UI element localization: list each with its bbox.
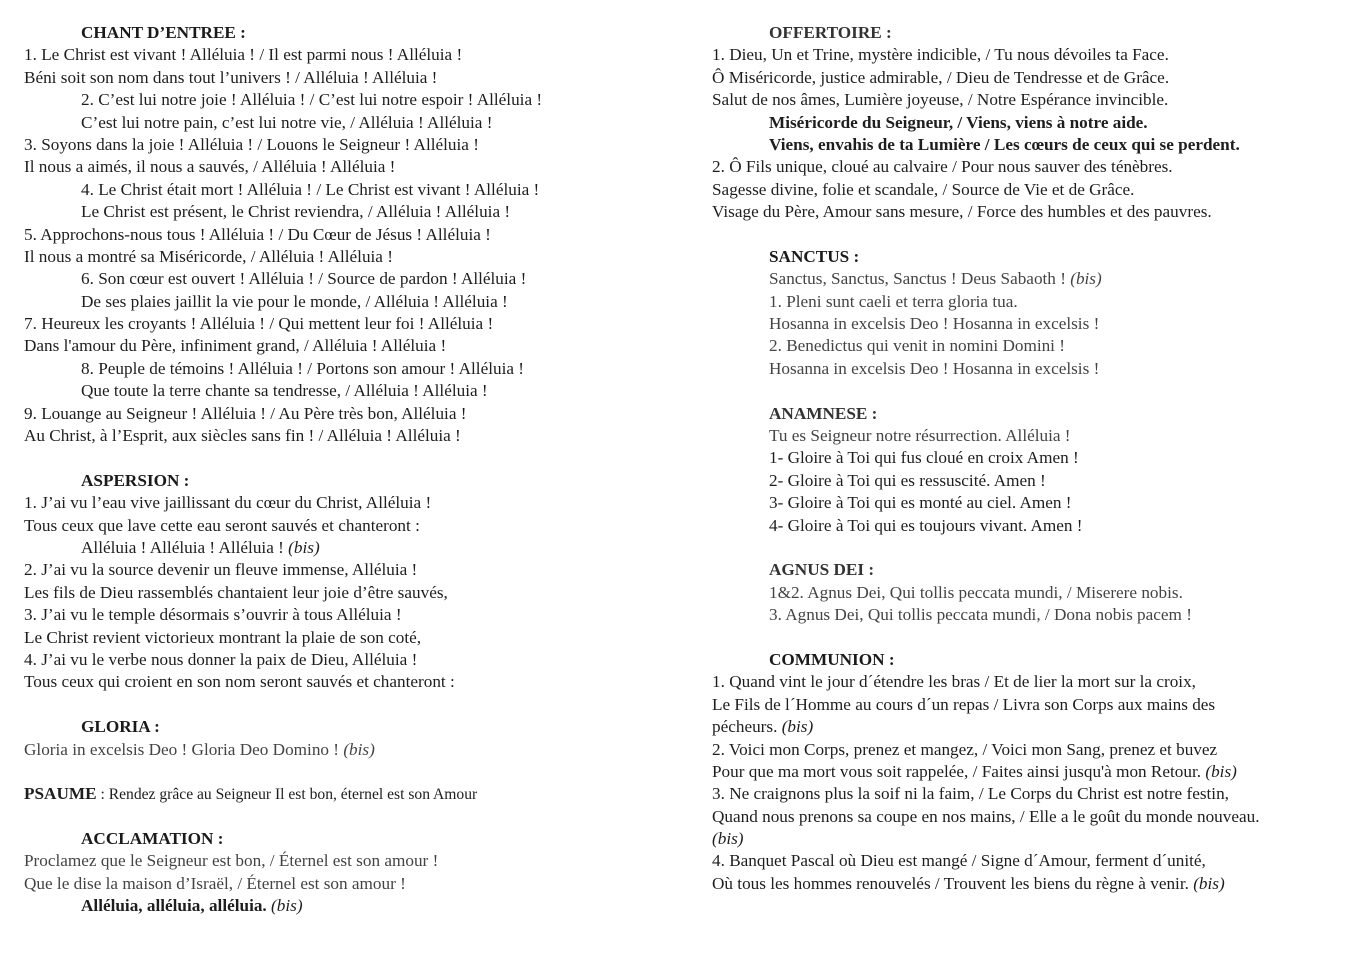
verse-line: 1. Le Christ est vivant ! Alléluia ! / Il est parmi nous ! Alléluia ! <box>24 45 463 65</box>
verse-line: 2. C’est lui notre joie ! Alléluia ! / C’est lui notre espoir ! Alléluia ! <box>81 90 543 110</box>
verse-line: Que toute la terre chante sa tendresse, / Alléluia ! Alléluia ! <box>81 381 488 401</box>
verse-text: pécheurs. <box>712 717 782 737</box>
section-title-agnus-dei: AGNUS DEI : <box>769 560 875 580</box>
right-column <box>712 22 1352 895</box>
verse-line: 1- Gloire à Toi qui fus cloué en croix Amen ! <box>769 448 1079 468</box>
verse-line: 6. Son cœur est ouvert ! Alléluia ! / Source de pardon ! Alléluia ! <box>81 269 527 289</box>
verse-line: 3. Ne craignons plus la soif ni la faim, / Le Corps du Christ est notre festin, <box>712 784 1229 804</box>
verse-line: Il nous a aimés, il nous a sauvés, / Alléluia ! Alléluia ! <box>24 157 396 177</box>
verse-line: Visage du Père, Amour sans mesure, / Force des humbles et des pauvres. <box>712 202 1212 222</box>
refrain-line: Viens, envahis de ta Lumière / Les cœurs de ceux qui se perdent. <box>769 134 1240 154</box>
section-title-psaume: PSAUME <box>24 784 97 804</box>
verse-line: 2. Ô Fils unique, cloué au calvaire / Pour nous sauver des ténèbres. <box>712 157 1173 177</box>
sanctus-first-line <box>712 268 1352 290</box>
section-title-sanctus: SANCTUS : <box>769 246 860 266</box>
verse-line: Le Christ revient victorieux montrant la plaie de son coté, <box>24 627 422 647</box>
verse-line: 4. Banquet Pascal où Dieu est mangé / Signe d´Amour, ferment d´unité, <box>712 851 1206 871</box>
gloria-line <box>24 739 664 761</box>
verse-line: Ô Miséricorde, justice admirable, / Dieu de Tendresse et de Grâce. <box>712 67 1170 87</box>
spacer <box>712 380 1352 402</box>
spacer <box>712 537 1352 559</box>
verse-line: Tous ceux que lave cette eau seront sauvés et chanteront : <box>24 515 420 535</box>
verse-line: Il nous a montré sa Miséricorde, / Alléluia ! Alléluia ! <box>24 246 393 266</box>
verse-line-with-bis <box>712 873 1352 895</box>
verse-line: Tous ceux qui croient en son nom seront sauvés et chanteront : <box>24 672 455 692</box>
bis-marker: (bis) <box>343 739 375 759</box>
psaume-line <box>24 783 664 805</box>
verse-line: Proclamez que le Seigneur est bon, / Éternel est son amour ! <box>24 851 439 871</box>
left-column <box>24 22 664 918</box>
verse-line: Hosanna in excelsis Deo ! Hosanna in excelsis ! <box>769 314 1100 334</box>
verse-line-with-bis <box>712 716 1352 738</box>
refrain-text: Alléluia, alléluia, alléluia. <box>81 896 272 916</box>
verse-line: 2- Gloire à Toi qui es ressuscité. Amen ! <box>769 470 1046 490</box>
verse-line: Le Christ est présent, le Christ reviendra, / Alléluia ! Alléluia ! <box>81 202 511 222</box>
verse-line: Quand nous prenons sa coupe en nos mains, / Elle a le goût du monde nouveau. <box>712 806 1260 826</box>
verse-line: 1. J’ai vu l’eau vive jaillissant du cœur du Christ, Alléluia ! <box>24 493 432 513</box>
verse-line: 3. J’ai vu le temple désormais s’ouvrir à tous Alléluia ! <box>24 605 402 625</box>
verse-line: 1. Pleni sunt caeli et terra gloria tua. <box>769 291 1018 311</box>
verse-line: Hosanna in excelsis Deo ! Hosanna in excelsis ! <box>769 358 1100 378</box>
verse-line: Que le dise la maison d’Israël, / Éternel est son amour ! <box>24 873 406 893</box>
section-title-communion: COMMUNION : <box>769 649 895 669</box>
section-title-chant-entree: CHANT D’ENTREE : <box>81 23 246 42</box>
refrain-line <box>24 895 664 917</box>
verse-line: 5. Approchons-nous tous ! Alléluia ! / Du Cœur de Jésus ! Alléluia ! <box>24 224 491 244</box>
verse-line: 3. Agnus Dei, Qui tollis peccata mundi, / Dona nobis pacem ! <box>769 605 1192 625</box>
section-title-acclamation: ACCLAMATION : <box>81 829 224 849</box>
bis-marker: (bis) <box>781 717 814 737</box>
verse-line: De ses plaies jaillit la vie pour le monde, / Alléluia ! Alléluia ! <box>81 291 508 311</box>
verse-line: Les fils de Dieu rassemblés chantaient leur joie d’être sauvés, <box>24 582 448 602</box>
spacer <box>24 447 664 469</box>
verse-line: C’est lui notre pain, c’est lui notre vie, / Alléluia ! Alléluia ! <box>81 112 493 132</box>
verse-line: 9. Louange au Seigneur ! Alléluia ! / Au Père très bon, Alléluia ! <box>24 403 467 423</box>
spacer <box>24 761 664 783</box>
verse-line: Tu es Seigneur notre résurrection. Alléluia ! <box>769 426 1071 446</box>
verse-line: Dans l'amour du Père, infiniment grand, / Alléluia ! Alléluia ! <box>24 336 447 356</box>
psaume-text: : Rendez grâce au Seigneur Il est bon, éternel est son Amour <box>96 786 478 804</box>
bis-marker: (bis) <box>1205 761 1237 781</box>
verse-line: Au Christ, à l’Esprit, aux siècles sans fin ! / Alléluia ! Alléluia ! <box>24 426 461 446</box>
verse-line: 4. J’ai vu le verbe nous donner la paix de Dieu, Alléluia ! <box>24 649 418 669</box>
verse-line: Le Fils de l´Homme au cours d´un repas / Livra son Corps aux mains des <box>712 694 1216 714</box>
verse-text: Où tous les hommes renouvelés / Trouvent les biens du règne à venir. <box>712 873 1194 893</box>
verse-line: 3- Gloire à Toi qui es monté au ciel. Amen ! <box>769 493 1072 513</box>
bis-marker: (bis) <box>288 537 320 557</box>
verse-line: 2. Benedictus qui venit in nomini Domini ! <box>769 336 1065 356</box>
verse-line: 4- Gloire à Toi qui es toujours vivant. Amen ! <box>769 515 1083 535</box>
verse-line: Salut de nos âmes, Lumière joyeuse, / Notre Espérance invincible. <box>712 90 1169 110</box>
verse-line: Béni soit son nom dans tout l’univers ! / Alléluia ! Alléluia ! <box>24 67 438 87</box>
verse-text: Pour que ma mort vous soit rappelée, / Faites ainsi jusqu'à mon Retour. <box>712 761 1206 781</box>
refrain-line <box>24 537 664 559</box>
sanctus-text: Sanctus, Sanctus, Sanctus ! Deus Sabaoth ! <box>769 269 1071 289</box>
section-title-offertoire: OFFERTOIRE : <box>769 23 892 42</box>
verse-line: 2. J’ai vu la source devenir un fleuve immense, Alléluia ! <box>24 560 418 580</box>
verse-line: 7. Heureux les croyants ! Alléluia ! / Qui mettent leur foi ! Alléluia ! <box>24 314 494 334</box>
bis-marker: (bis) <box>271 896 303 916</box>
refrain-line: Miséricorde du Seigneur, / Viens, viens à notre aide. <box>769 112 1148 132</box>
spacer <box>24 694 664 716</box>
spacer <box>712 627 1352 649</box>
verse-line: 3. Soyons dans la joie ! Alléluia ! / Louons le Seigneur ! Alléluia ! <box>24 134 479 154</box>
section-title-anamnese: ANAMNESE : <box>769 403 878 423</box>
spacer <box>712 224 1352 246</box>
verse-line: 4. Le Christ était mort ! Alléluia ! / Le Christ est vivant ! Alléluia ! <box>81 179 540 199</box>
spacer <box>24 806 664 828</box>
chant-entree-verses <box>24 44 664 447</box>
verse-line: 8. Peuple de témoins ! Alléluia ! / Portons son amour ! Alléluia ! <box>81 358 524 378</box>
verse-line: 1. Dieu, Un et Trine, mystère indicible, / Tu nous dévoiles ta Face. <box>712 45 1169 65</box>
verse-line: 1&2. Agnus Dei, Qui tollis peccata mundi, / Miserere nobis. <box>769 582 1183 602</box>
section-title-aspersion: ASPERSION : <box>81 470 190 490</box>
bis-marker: (bis) <box>712 829 744 849</box>
verse-line: 2. Voici mon Corps, prenez et mangez, / Voici mon Sang, prenez et buvez <box>712 739 1218 759</box>
bis-marker: (bis) <box>1070 269 1102 289</box>
verse-line-with-bis <box>712 828 1352 850</box>
gloria-text: Gloria in excelsis Deo ! Gloria Deo Domino ! <box>24 739 344 759</box>
verse-line: 1. Quand vint le jour d´étendre les bras / Et de lier la mort sur la croix, <box>712 672 1196 692</box>
refrain-text: Alléluia ! Alléluia ! Alléluia ! <box>81 537 289 557</box>
verse-line-with-bis <box>712 761 1352 783</box>
bis-marker: (bis) <box>1193 873 1225 893</box>
verse-line: Sagesse divine, folie et scandale, / Source de Vie et de Grâce. <box>712 179 1135 199</box>
section-title-gloria: GLORIA : <box>81 717 160 737</box>
